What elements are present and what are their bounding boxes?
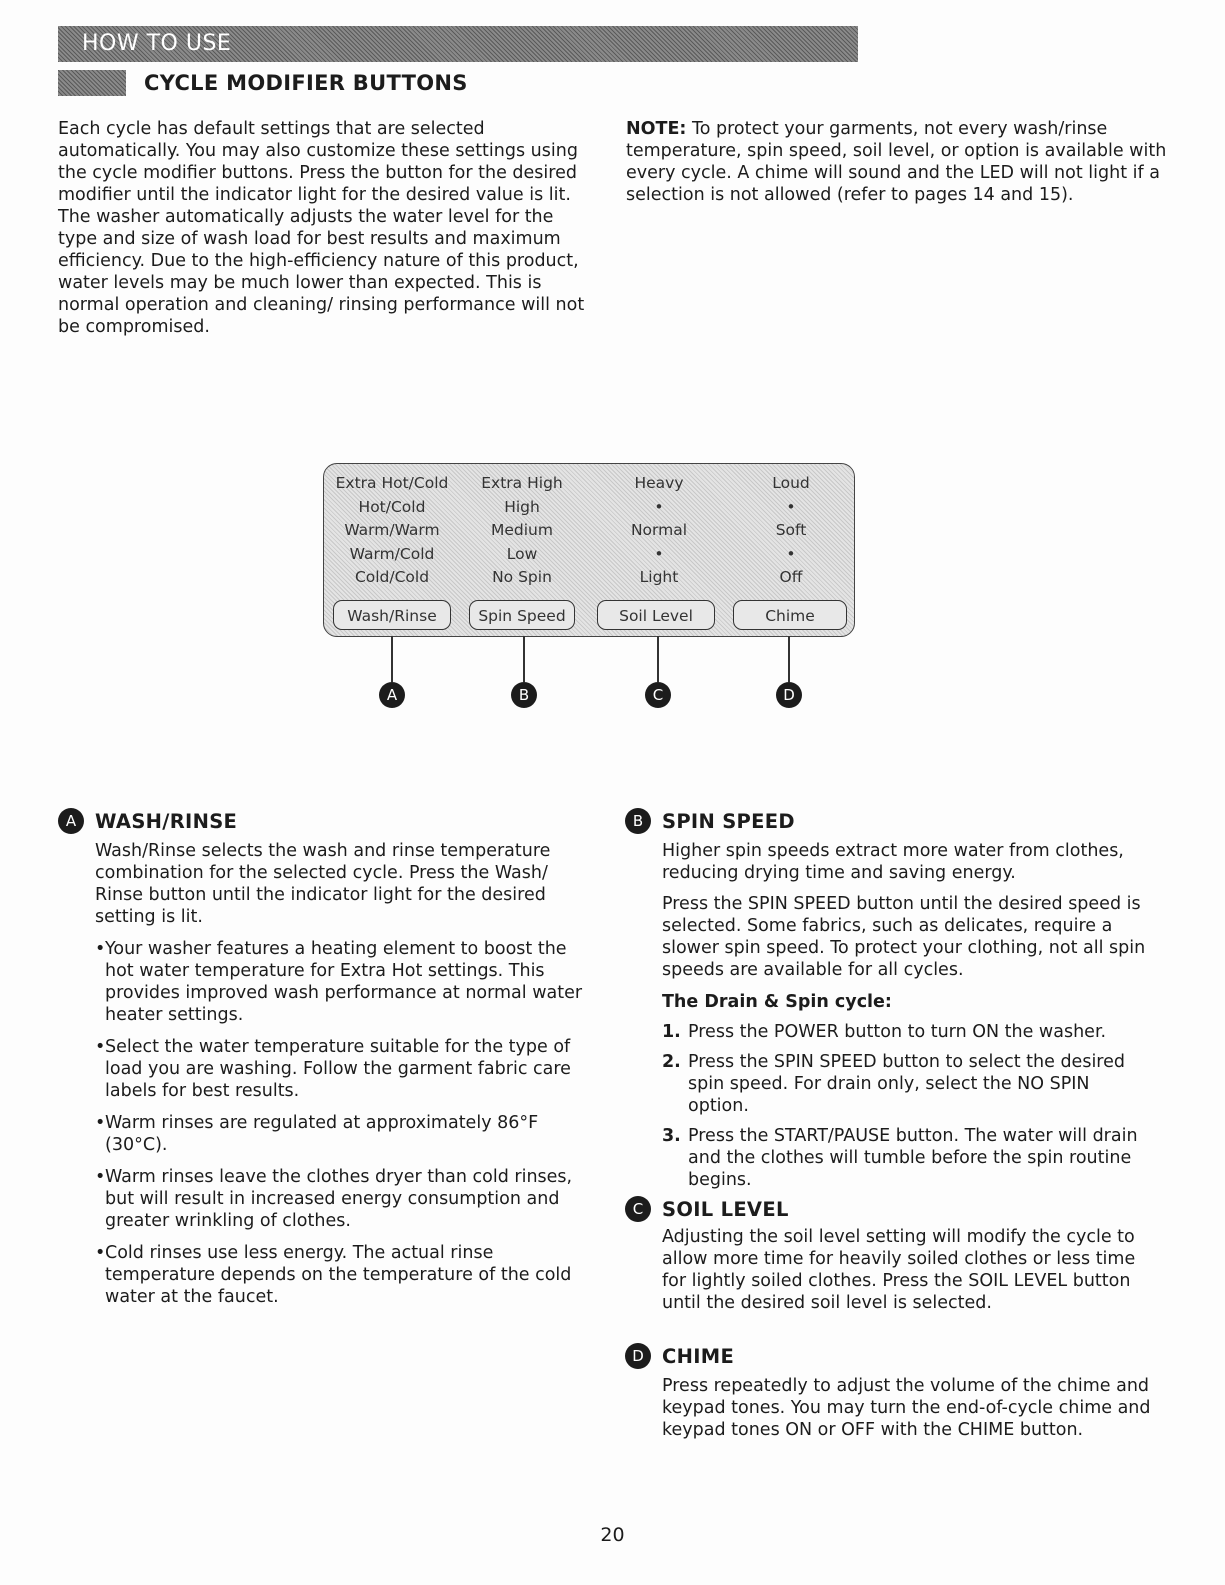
- section-title: SOIL LEVEL: [662, 1197, 789, 1221]
- soil-level-button[interactable]: Soil Level: [597, 600, 715, 630]
- wash-rinse-heading: [58, 808, 237, 834]
- badge-d: D: [625, 1343, 651, 1369]
- callout-b: B: [511, 682, 537, 708]
- option-label: Off: [779, 568, 803, 586]
- spin-speed-button[interactable]: Spin Speed: [469, 600, 575, 630]
- note-label: NOTE:: [626, 119, 687, 139]
- callout-c: C: [645, 682, 671, 708]
- spin-speed-p1: Higher spin speeds extract more water from clothes, reducing drying time and saving energy.: [662, 841, 1124, 883]
- option-label: Loud: [772, 474, 810, 492]
- spin-speed-options: [467, 472, 577, 590]
- list-item: 2. Press the SPIN SPEED button to select the desired spin speed. For drain only, select the NO SPIN option.: [662, 1052, 1125, 1116]
- spin-speed-p2: Press the SPIN SPEED button until the desired speed is selected. Some fabrics, such as delicates, require a slower spin speed. To protect your clothing, not all spin speeds are available for all cycles.: [662, 894, 1146, 980]
- option-label: Extra Hot/Cold: [335, 474, 449, 492]
- list-item: 1. Press the POWER button to turn ON the washer.: [662, 1022, 1107, 1042]
- soil-level-heading: [625, 1196, 789, 1222]
- option-label: Hot/Cold: [358, 497, 426, 516]
- section-title: WASH/RINSE: [95, 809, 238, 833]
- callout-d: D: [776, 682, 802, 708]
- indicator-dot: •: [786, 544, 796, 563]
- section-title: SPIN SPEED: [662, 809, 795, 833]
- callout-line-c: [657, 636, 659, 682]
- option-label: Low: [506, 544, 538, 563]
- control-panel: [323, 463, 855, 637]
- spin-speed-body: [662, 840, 1152, 1191]
- note-text: To protect your garments, not every wash/rinse temperature, spin speed, soil level, or option is available with every cycle. A chime will sound and the LED will not light if a selection is not allowed (refer to pages 14 and 15).: [626, 119, 1167, 205]
- list-item: • Select the water temperature suitable for the type of load you are washing. Follow the garment fabric care labels for best results.: [95, 1037, 571, 1101]
- section-title: CHIME: [662, 1344, 735, 1368]
- callout-line-d: [788, 636, 790, 682]
- callout-line-b: [523, 636, 525, 682]
- option-label: No Spin: [492, 568, 552, 586]
- spin-speed-heading: [625, 808, 795, 834]
- wash-rinse-button[interactable]: Wash/Rinse: [333, 600, 451, 630]
- option-label: Warm/Warm: [344, 521, 440, 539]
- chime-heading: [625, 1343, 734, 1369]
- heading-row: [58, 68, 468, 98]
- chime-options: [736, 472, 846, 590]
- option-label: Medium: [491, 521, 553, 539]
- badge-b: B: [625, 808, 651, 834]
- list-item: • Warm rinses leave the clothes dryer than cold rinses, but will result in increased energy consumption and greater wrinkling of clothes.: [95, 1167, 573, 1231]
- option-label: Light: [639, 568, 679, 586]
- option-label: Extra High: [481, 474, 563, 492]
- option-label: Cold/Cold: [354, 568, 430, 586]
- option-label: High: [504, 497, 540, 516]
- drain-spin-subhead: The Drain & Spin cycle:: [662, 992, 892, 1012]
- callout-a: A: [379, 682, 405, 708]
- wash-rinse-options: [332, 472, 452, 590]
- wash-rinse-intro: Wash/Rinse selects the wash and rinse temperature combination for the selected cycle. Press the Wash/ Rinse button until the indicator light for the desired setting is lit.: [95, 841, 551, 927]
- option-label: Soft: [775, 521, 807, 539]
- page-number: 20: [600, 1524, 625, 1546]
- list-item: • Warm rinses are regulated at approximately 86°F (30°C).: [95, 1113, 539, 1155]
- list-item: 3. Press the START/PAUSE button. The water will drain and the clothes will tumble before the spin routine begins.: [662, 1126, 1138, 1190]
- intro-paragraph: Each cycle has default settings that are selected automatically. You may also customize these settings using the cycle modifier buttons. Press the button for the desired modifier until the indicator light for the desired value is lit. The washer automatically adjusts the water level for the type and size of wash load for best results and maximum efficiency. Due to the high-efficiency nature of this product, water levels may be much lower than expected. This is normal operation and cleaning/ rinsing performance will not be compromised.: [58, 119, 585, 337]
- chime-body: Press repeatedly to adjust the volume of the chime and keypad tones. You may turn the end-of-cycle chime and keypad tones ON or OFF with the CHIME button.: [662, 1376, 1151, 1440]
- badge-c: C: [625, 1196, 651, 1222]
- section-banner: HOW TO USE: [58, 26, 858, 62]
- page-heading: CYCLE MODIFIER BUTTONS: [144, 71, 468, 95]
- option-label: Heavy: [634, 474, 684, 492]
- soil-level-body: Adjusting the soil level setting will modify the cycle to allow more time for heavily soiled clothes or less time for lightly soiled clothes. Press the SOIL LEVEL button until the desired soil level is selected.: [662, 1227, 1136, 1313]
- note-paragraph: [626, 118, 1181, 206]
- option-label: Normal: [630, 521, 688, 539]
- option-label: Warm/Cold: [349, 544, 435, 563]
- list-item: • Cold rinses use less energy. The actual rinse temperature depends on the temperature of the cold water at the faucet.: [95, 1243, 572, 1307]
- indicator-dot: •: [654, 544, 664, 563]
- indicator-dot: •: [786, 497, 796, 516]
- indicator-dot: •: [654, 497, 664, 516]
- chime-button[interactable]: Chime: [733, 600, 847, 630]
- callout-line-a: [391, 636, 393, 682]
- list-item: • Your washer features a heating element to boost the hot water temperature for Extra Hot settings. This provides improved wash performance at normal water heater settings.: [95, 939, 583, 1025]
- heading-marker: [58, 70, 126, 96]
- badge-a: A: [58, 808, 84, 834]
- soil-level-options: [604, 472, 714, 590]
- wash-rinse-body: [95, 840, 587, 1308]
